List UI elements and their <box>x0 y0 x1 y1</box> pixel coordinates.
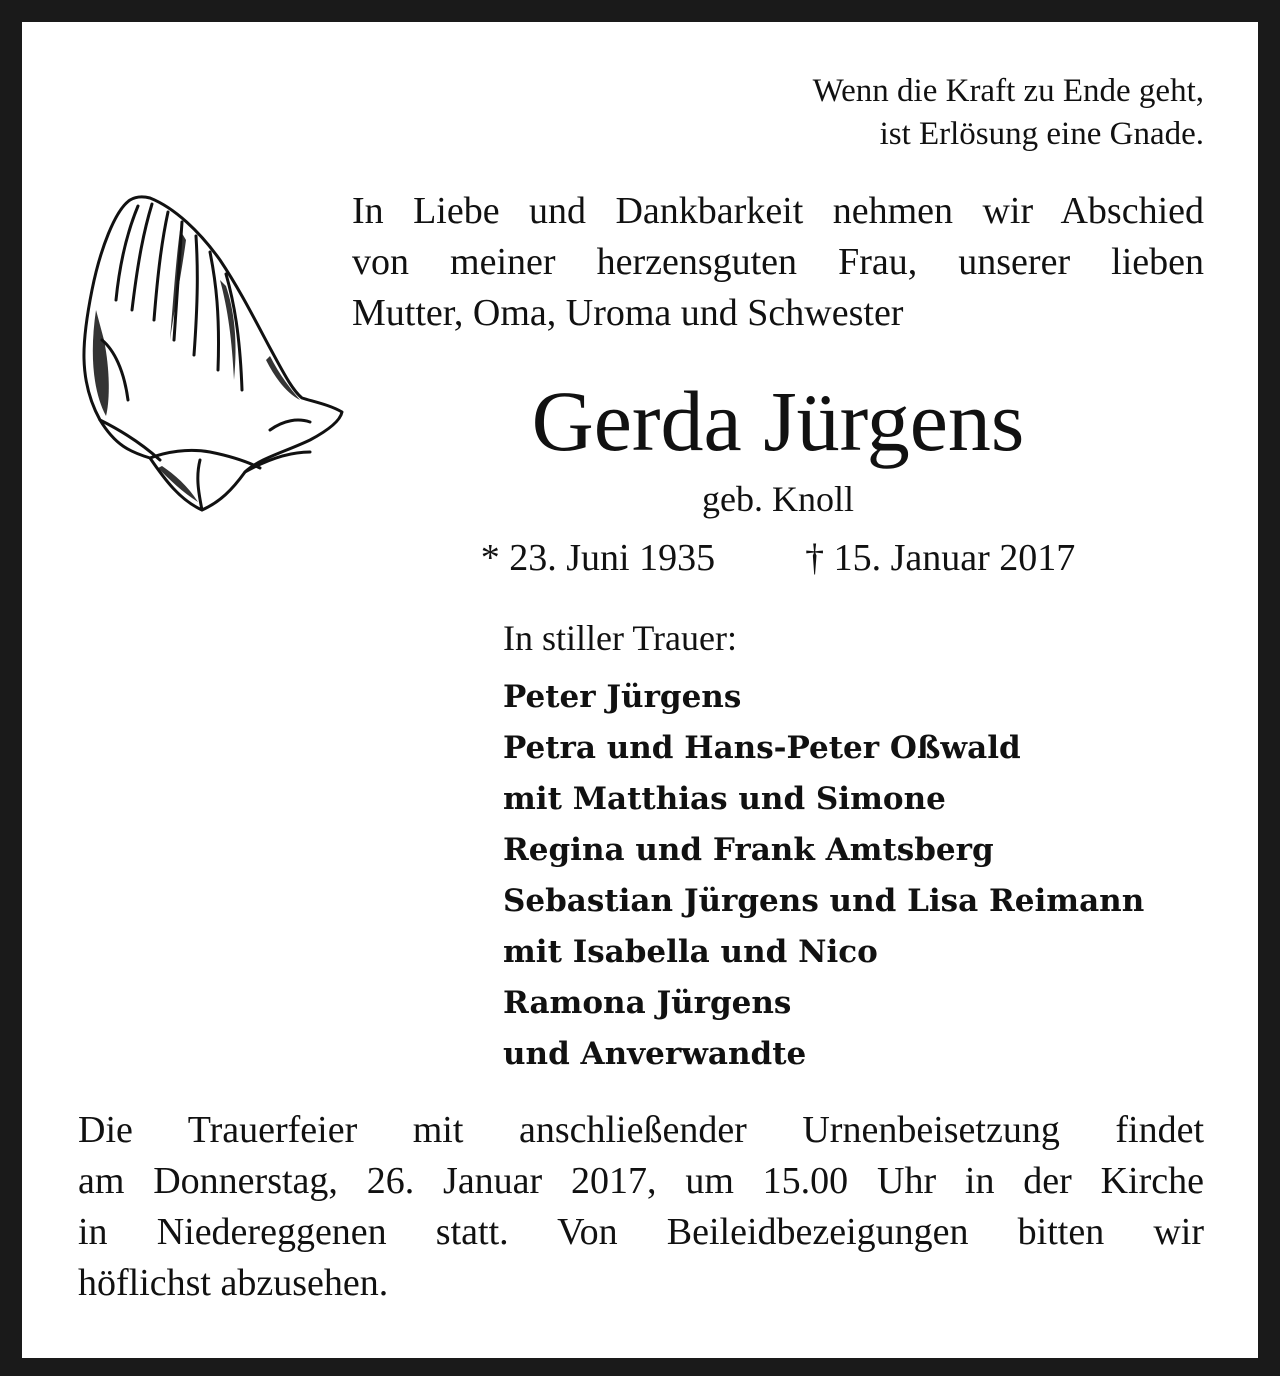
mourner-name: Regina und Frank Amtsberg <box>503 832 994 868</box>
notice-line: in Niedereggenen statt. Von Beileidbezeigungen bitten wir <box>78 1211 1204 1253</box>
notice-line: Die Trauerfeier mit anschließender Urnenbeisetzung findet <box>78 1109 1204 1151</box>
mourner-name: mit Matthias und Simone <box>503 781 946 817</box>
mourner-name: und Anverwandte <box>503 1036 807 1072</box>
motto-line: Wenn die Kraft zu Ende geht, <box>812 73 1204 109</box>
notice-line: am Donnerstag, 26. Januar 2017, um 15.00 Uhr in der Kirche <box>78 1160 1204 1202</box>
mourner-name: mit Isabella und Nico <box>503 934 878 970</box>
intro-line: Mutter, Oma, Uroma und Schwester <box>352 292 904 334</box>
motto-quote <box>604 70 1204 156</box>
mourner-name: Sebastian Jürgens und Lisa Reimann <box>503 883 1145 919</box>
mourner-name: Ramona Jürgens <box>503 985 792 1021</box>
intro-line: von meiner herzensguten Frau, unserer lieben <box>352 241 1204 283</box>
mourner-name: Petra und Hans-Peter Oßwald <box>503 730 1021 766</box>
mourning-intro: In stiller Trauer: <box>503 618 737 658</box>
life-dates <box>352 533 1204 583</box>
funeral-notice <box>78 1105 1204 1309</box>
mourners-list <box>503 672 1144 1080</box>
praying-hands-icon <box>70 190 344 522</box>
mourner-name: Peter Jürgens <box>503 679 742 715</box>
birth-date: * 23. Juni 1935 <box>480 537 716 579</box>
motto-line: ist Erlösung eine Gnade. <box>879 116 1204 152</box>
intro-line: In Liebe und Dankbarkeit nehmen wir Abschied <box>352 190 1204 232</box>
intro-paragraph <box>352 186 1204 339</box>
notice-line: höflichst abzusehen. <box>78 1262 389 1304</box>
deceased-name: Gerda Jürgens <box>531 373 1025 469</box>
death-date: † 15. Januar 2017 <box>805 537 1076 579</box>
birth-name: geb. Knoll <box>702 479 854 519</box>
